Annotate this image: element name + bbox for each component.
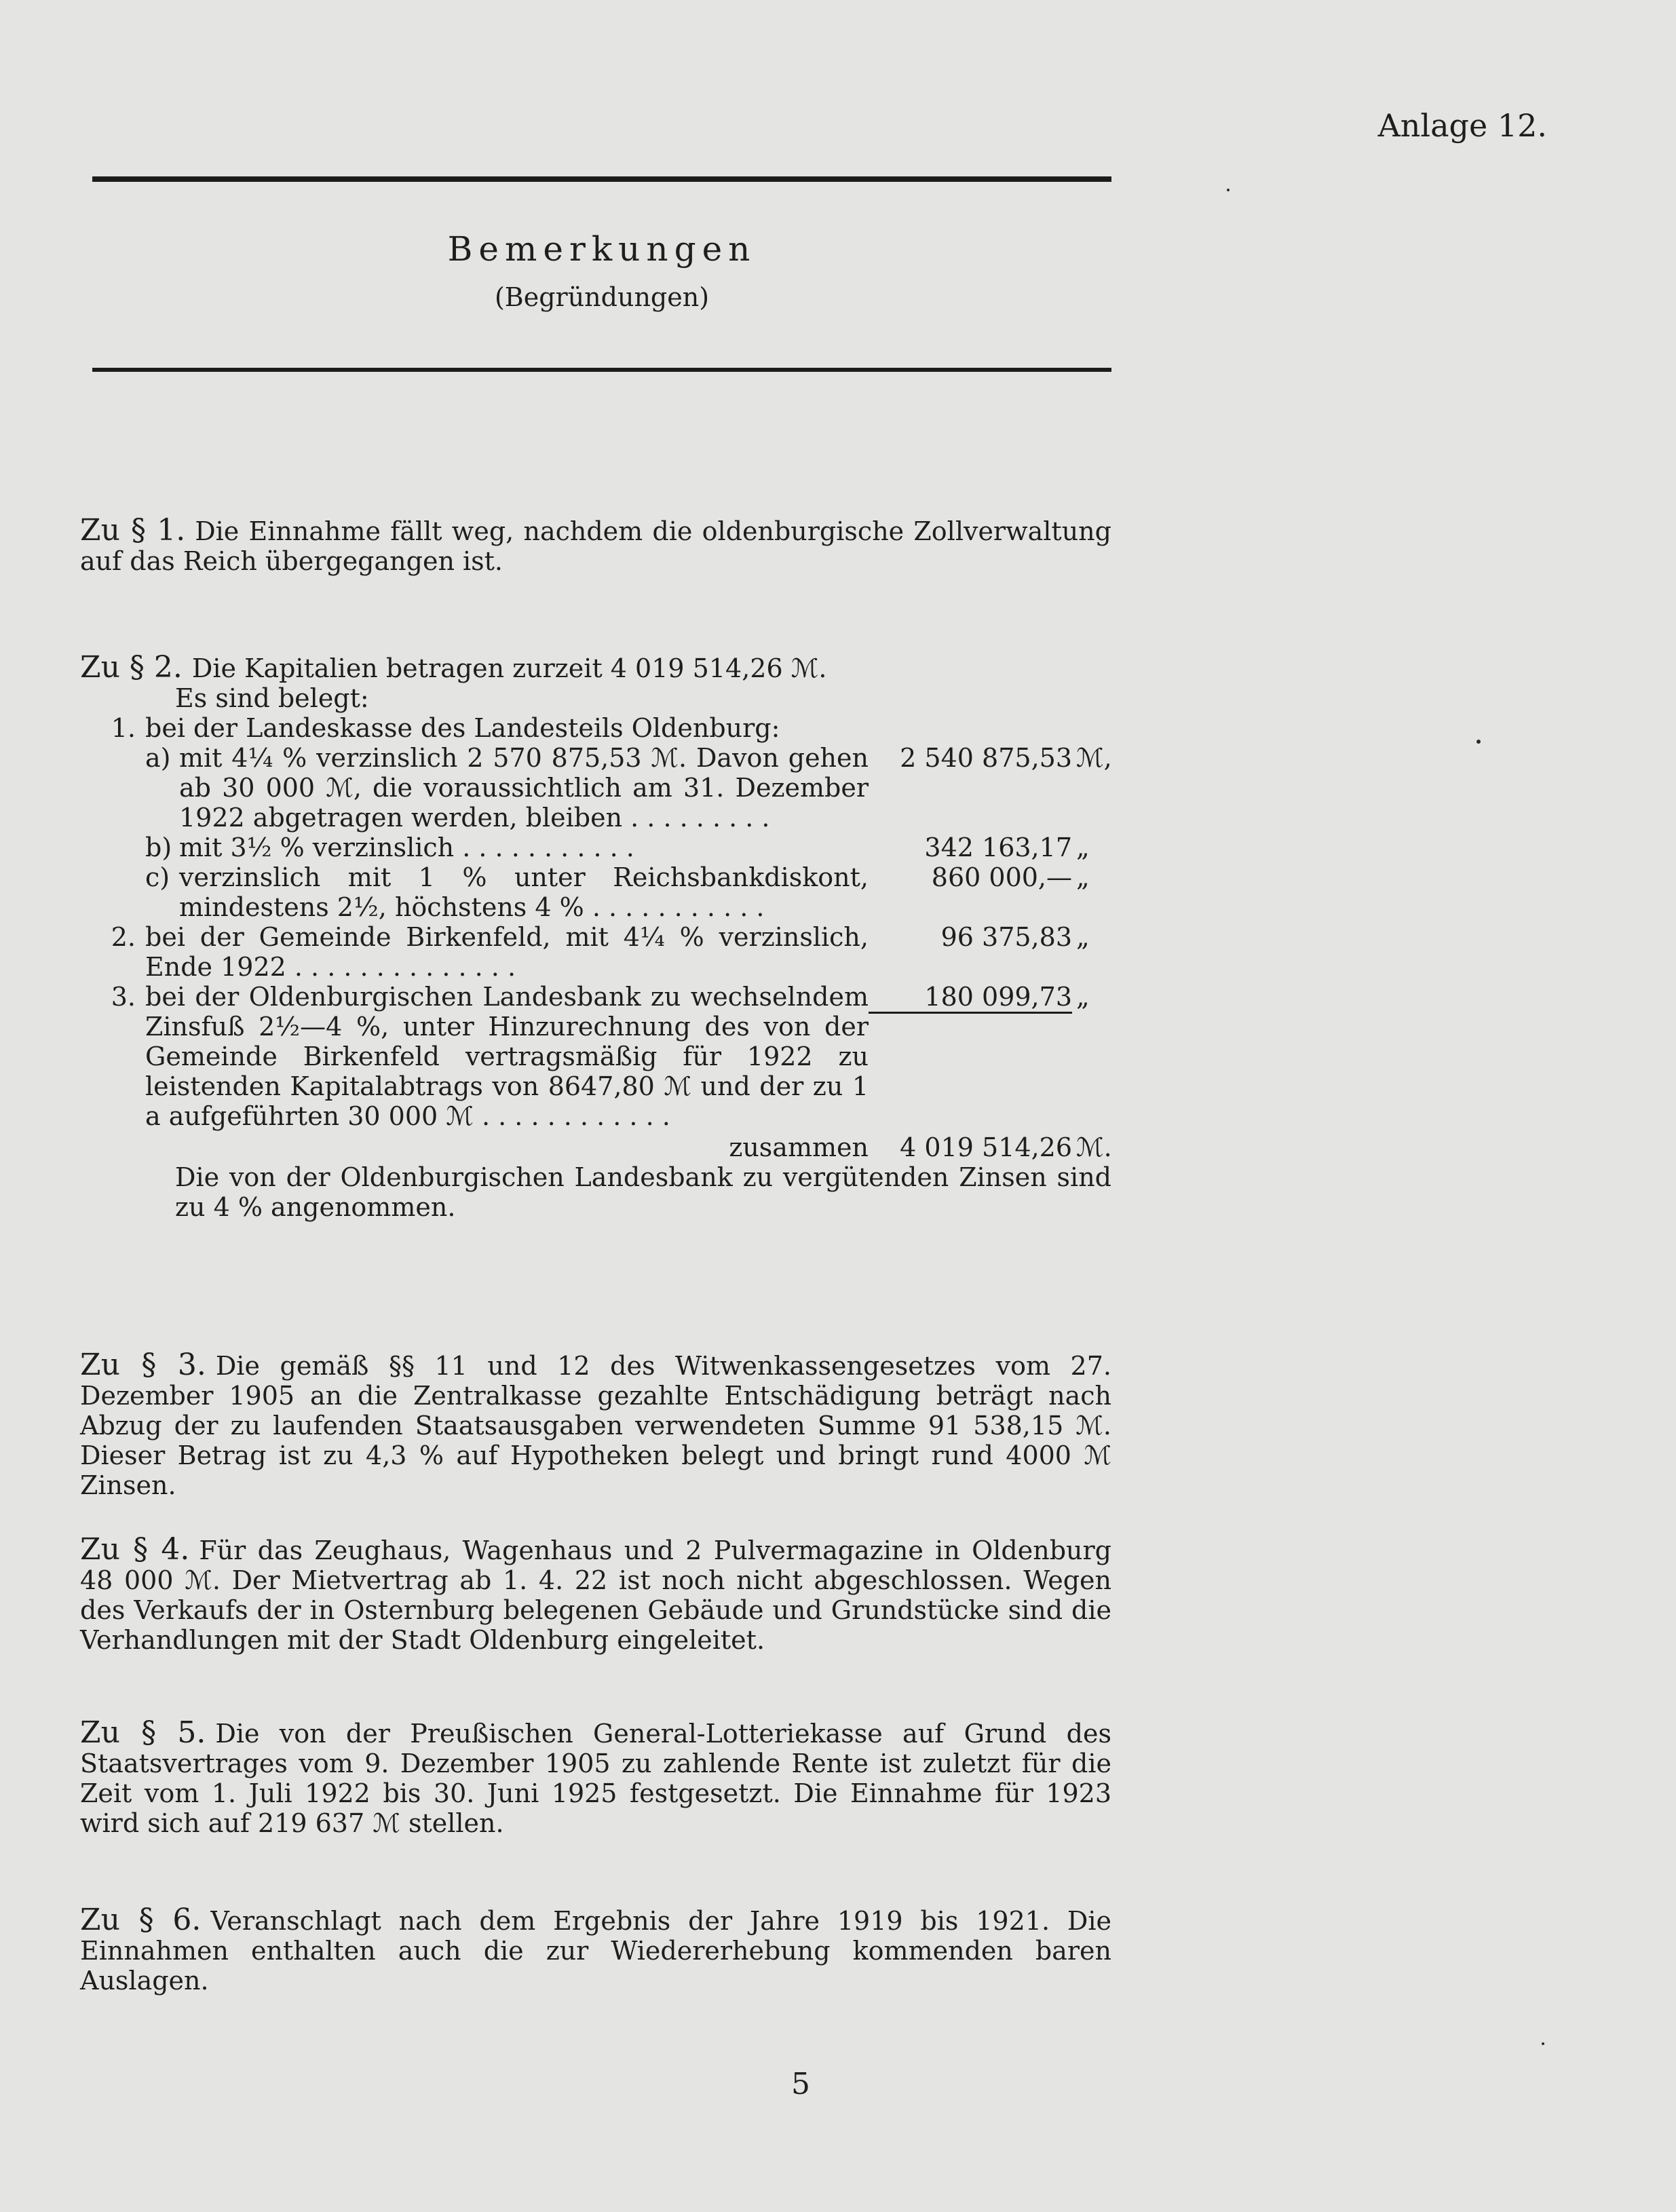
- sub-item-label: b): [145, 833, 172, 862]
- sub-item-label: a): [145, 743, 171, 773]
- list-item: [80, 982, 1111, 1131]
- sub-item-text: verzinslich mit 1 % unter Reichsbankdiskont, mindestens 2½, höchstens 4 % . . . . . . . . . . .: [179, 862, 869, 922]
- section-6: [80, 1905, 1111, 1996]
- section-text: Die von der Preußischen General-Lotteriekasse auf Grund des Staatsvertrages vom 9. Dezember 1905 zu zahlende Rente ist zuletzt für die Zeit vom 1. Juli 1922 bis 30. Juni 1925 festgesetzt. Die Einnahme für 1923 wird sich auf 219 637 ℳ stellen.: [80, 1719, 1111, 1838]
- interest-note: Die von der Oldenburgischen Landesbank zu vergütenden Zinsen sind zu 4 % angenommen.: [175, 1162, 1111, 1222]
- amount: 2 540 875,53: [900, 743, 1072, 773]
- item-text: bei der Oldenburgischen Landesbank zu wechselndem Zinsfuß 2½—4 %, unter Hinzurechnung des von der Gemeinde Birkenfeld vertragsmäßig für 1922 zu leistenden Kapitalabtrags von 8647,80 ℳ und der zu 1 a aufgeführten 30 000 ℳ . . . . . . . . . . . .: [145, 982, 869, 1131]
- section-lead: Zu § 5.: [80, 1715, 206, 1750]
- section-lead: Zu § 6.: [80, 1903, 202, 1937]
- section-4: [80, 1532, 1112, 1655]
- currency-unit: ℳ.: [1076, 1132, 1112, 1162]
- section-5: [80, 1715, 1111, 1838]
- sub-item-c: [145, 862, 1111, 922]
- paper-speck: [1477, 740, 1481, 744]
- list-item: [80, 922, 1111, 982]
- ditto-mark: „: [1076, 862, 1090, 892]
- section-text: Für das Zeughaus, Wagenhaus und 2 Pulvermagazine in Oldenburg 48 000 ℳ. Der Mietvertrag ab 1. 4. 22 ist noch nicht abgeschlossen. Wegen des Verkaufs der in Osternburg belegenen Gebäude und Grundstücke sind die Verhandlungen mit der Stadt Oldenburg eingeleitet.: [80, 1536, 1112, 1655]
- section-text: Die gemäß §§ 11 und 12 des Witwenkassengesetzes vom 27. Dezember 1905 an die Zentralkasse gezahlte Entschädigung beträgt nach Abzug der zu laufenden Staatsausgaben verwendeten Summe 91 538,15 ℳ. Dieser Betrag ist zu 4,3 % auf Hypotheken belegt und bringt rund 4000 ℳ Zinsen.: [80, 1351, 1111, 1500]
- section-2: [80, 650, 1112, 1222]
- section-text: Veranschlagt nach dem Ergebnis der Jahre 1919 bis 1921. Die Einnahmen enthalten auch die zur Wiedererhebung kommenden baren Auslagen.: [80, 1906, 1111, 1996]
- list-item: [80, 713, 1111, 922]
- page-title: Bemerkungen: [447, 229, 757, 269]
- section-lead: Zu § 3.: [80, 1348, 206, 1382]
- ditto-mark: „: [1076, 922, 1090, 952]
- sub-item-text: mit 3½ % verzinslich . . . . . . . . . . .: [179, 833, 634, 862]
- sub-item-label: c): [145, 862, 170, 892]
- item-number: 2.: [111, 922, 136, 952]
- item-text: bei der Landeskasse des Landesteils Oldenburg:: [145, 713, 780, 743]
- sub-item-b: [145, 833, 1111, 862]
- section-lead: Zu § 4.: [80, 1532, 190, 1567]
- page-subtitle: (Begründungen): [494, 282, 710, 312]
- section-lead: Zu § 2.: [80, 650, 183, 685]
- section-1: [80, 513, 1111, 576]
- section-lead: Zu § 1.: [80, 513, 186, 548]
- item-number: 1.: [111, 713, 136, 743]
- amount: 180 099,73: [869, 982, 1072, 1014]
- amount: 860 000,—: [931, 862, 1072, 892]
- appendix-label: Anlage 12.: [1377, 107, 1547, 144]
- total-label: zusammen: [729, 1132, 869, 1162]
- sub-item-text: mit 4¼ % verzinslich 2 570 875,53 ℳ. Davon gehen ab 30 000 ℳ, die voraussichtlich am 31. Dezember 1922 abgetragen werden, bleiben . . . . . . . . .: [179, 743, 869, 833]
- total-amount: 4 019 514,26: [900, 1132, 1072, 1162]
- top-rule: [92, 176, 1111, 182]
- paper-speck: [1542, 2042, 1544, 2045]
- bottom-rule: [92, 368, 1111, 372]
- section-intro: Die Kapitalien betragen zurzeit 4 019 514,26 ℳ.: [191, 653, 827, 683]
- paper-speck: [1227, 189, 1230, 191]
- ditto-mark: „: [1076, 982, 1090, 1012]
- page-number: 5: [791, 2067, 810, 2101]
- ditto-mark: „: [1076, 833, 1090, 862]
- sub-item-a: [145, 743, 1111, 833]
- section-text: Die Einnahme fällt weg, nachdem die oldenburgische Zollverwaltung auf das Reich übergegangen ist.: [80, 516, 1111, 576]
- total-row: [80, 1132, 1111, 1162]
- item-number: 3.: [111, 982, 136, 1012]
- item-text: bei der Gemeinde Birkenfeld, mit 4¼ % verzinslich, Ende 1922 . . . . . . . . . . . . . .: [145, 922, 869, 982]
- amount: 342 163,17: [924, 833, 1072, 862]
- currency-unit: ℳ,: [1076, 743, 1112, 773]
- section-3: [80, 1350, 1111, 1500]
- belegt-label: Es sind belegt:: [175, 683, 369, 713]
- amount: 96 375,83: [940, 922, 1072, 952]
